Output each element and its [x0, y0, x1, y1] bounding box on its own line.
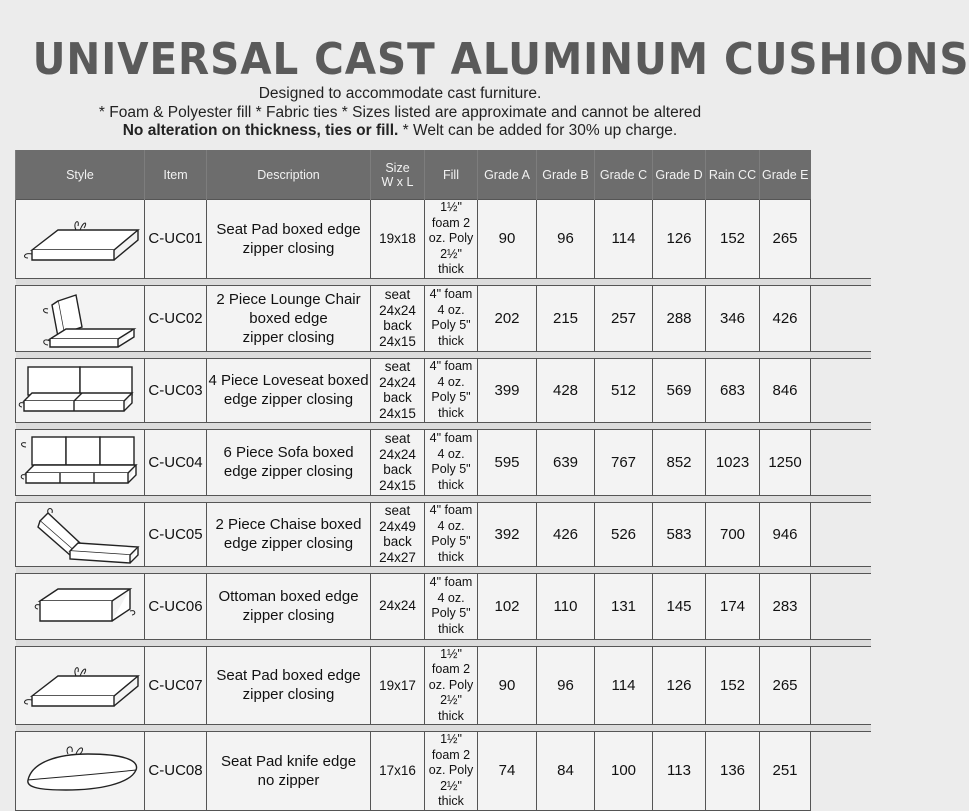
col-grade-e: Grade E — [760, 150, 811, 200]
style-cell — [16, 200, 145, 279]
size-cell — [371, 429, 425, 495]
style-cell — [16, 358, 145, 422]
sofa-cushion-icon — [18, 431, 142, 493]
description-cell — [207, 358, 371, 422]
price-grade-c: 131 — [595, 573, 653, 639]
price-grade-b: 84 — [537, 732, 595, 811]
price-grade-b: 426 — [537, 502, 595, 566]
seat-pad-boxed-icon — [18, 654, 142, 716]
col-size-line2: W x L — [381, 174, 414, 189]
row-spacer — [16, 725, 871, 732]
price-grade-a: 595 — [478, 429, 537, 495]
table-row — [16, 200, 871, 279]
fill-line: 4" foam — [429, 503, 473, 517]
price-grade-c: 114 — [595, 200, 653, 279]
description-line: zipper closing — [242, 239, 335, 257]
price-grade-a: 102 — [478, 573, 537, 639]
seat-pad-boxed-icon — [18, 208, 142, 270]
fill-line: 2½" — [440, 778, 462, 793]
row-spacer — [16, 495, 871, 502]
description-cell — [207, 502, 371, 566]
price-grade-d: 583 — [653, 502, 706, 566]
price-grade-a: 202 — [478, 285, 537, 351]
col-grade-b: Grade B — [537, 150, 595, 200]
fill-cell — [425, 200, 478, 279]
fill-line: 4 oz. — [437, 446, 465, 461]
fill-line: oz. Poly — [428, 231, 474, 245]
fill-line: thick — [438, 549, 464, 564]
page-title: UNIVERSAL CAST ALUMINUM CUSHIONS — [32, 34, 969, 85]
col-grade-d: Grade D — [653, 150, 706, 200]
fill-line: thick — [438, 333, 464, 348]
description-cell — [207, 732, 371, 811]
table-row — [16, 285, 871, 351]
fill-line: 1½" — [440, 646, 462, 661]
fill-line: 1½" — [440, 732, 462, 746]
fill-line: Poly 5" — [431, 390, 471, 404]
fill-line: Poly 5" — [431, 318, 471, 332]
size-line: 24x24 — [379, 446, 416, 462]
item-code: C-UC02 — [145, 285, 207, 351]
description-line: zipper closing — [242, 328, 335, 346]
description-line: edge zipper closing — [223, 463, 354, 480]
price-rain-cc: 136 — [706, 732, 760, 811]
fill-line: 1½" — [440, 200, 462, 214]
fill-line: Poly 5" — [431, 606, 471, 620]
table-row — [16, 646, 871, 725]
fill-line: thick — [438, 477, 464, 492]
fill-line: 2½" — [440, 693, 462, 707]
fill-line: thick — [438, 708, 464, 723]
price-grade-e: 283 — [760, 573, 811, 639]
col-size-line1: Size — [385, 160, 410, 175]
description-cell — [207, 200, 371, 279]
size-line: 24x27 — [379, 549, 416, 565]
price-grade-d: 145 — [653, 573, 706, 639]
price-rain-cc: 1023 — [706, 429, 760, 495]
fill-line: oz. Poly — [428, 763, 474, 777]
warning-bold: No alteration on thickness, ties or fill. — [122, 122, 399, 139]
price-grade-a: 399 — [478, 358, 537, 422]
style-cell — [16, 502, 145, 566]
size-line: 24x15 — [379, 405, 416, 421]
size-cell — [371, 285, 425, 351]
price-grade-d: 569 — [653, 358, 706, 422]
price-grade-b: 215 — [537, 285, 595, 351]
size-line: seat — [384, 431, 411, 446]
price-grade-d: 126 — [653, 200, 706, 279]
size-line: back — [383, 318, 412, 333]
size-line: back — [383, 390, 412, 405]
size-cell — [371, 732, 425, 811]
price-grade-b: 639 — [537, 429, 595, 495]
cushion-price-table — [15, 150, 871, 811]
item-code: C-UC08 — [145, 732, 207, 811]
col-description: Description — [207, 150, 371, 200]
row-spacer — [16, 639, 871, 646]
size-line: 24x24 — [379, 374, 416, 390]
size-cell — [371, 200, 425, 279]
seat-pad-knife-edge-icon — [18, 740, 142, 802]
price-grade-d: 113 — [653, 732, 706, 811]
price-grade-c: 526 — [595, 502, 653, 566]
style-cell — [16, 429, 145, 495]
price-grade-e: 265 — [760, 646, 811, 725]
price-grade-e: 846 — [760, 358, 811, 422]
chaise-cushion-icon — [18, 503, 142, 565]
price-grade-a: 392 — [478, 502, 537, 566]
price-grade-b: 96 — [537, 200, 595, 279]
col-fill: Fill — [425, 150, 478, 200]
description-line: 2 Piece Lounge Chair — [216, 290, 361, 308]
price-grade-e: 946 — [760, 502, 811, 566]
description-line: Ottoman boxed edge — [218, 588, 359, 605]
col-grade-c: Grade C — [595, 150, 653, 200]
fill-line: 4" foam — [429, 431, 473, 445]
lounge-chair-cushion-icon — [18, 287, 142, 349]
description-line: zipper closing — [242, 607, 335, 624]
fill-line: 4" foam — [429, 359, 473, 373]
price-grade-c: 257 — [595, 285, 653, 351]
fill-cell — [425, 358, 478, 422]
price-rain-cc: 700 — [706, 502, 760, 566]
price-rain-cc: 152 — [706, 200, 760, 279]
price-grade-e: 265 — [760, 200, 811, 279]
warning-rest: * Welt can be added for 30% up charge. — [398, 122, 678, 139]
description-line: edge zipper closing — [223, 391, 354, 408]
table-row — [16, 429, 871, 495]
size-line: seat — [384, 359, 411, 374]
style-cell — [16, 285, 145, 351]
size-line: 24x15 — [379, 477, 416, 493]
col-size — [371, 150, 425, 200]
table-header-row — [16, 150, 871, 200]
description-line: 6 Piece Sofa boxed — [223, 444, 354, 461]
item-code: C-UC04 — [145, 429, 207, 495]
price-rain-cc: 174 — [706, 573, 760, 639]
size-line: 19x18 — [379, 231, 416, 246]
style-cell — [16, 646, 145, 725]
fill-line: 4 oz. — [437, 302, 465, 317]
row-spacer — [16, 278, 871, 285]
fill-line: thick — [438, 262, 464, 276]
fill-line: 4 oz. — [437, 590, 465, 605]
col-item: Item — [145, 150, 207, 200]
price-grade-d: 852 — [653, 429, 706, 495]
price-grade-b: 428 — [537, 358, 595, 422]
description-cell — [207, 429, 371, 495]
size-line: seat — [384, 503, 411, 518]
description-line: Seat Pad boxed edge — [216, 667, 361, 685]
fill-line: thick — [438, 405, 464, 420]
fill-line: foam 2 — [431, 662, 471, 676]
size-line: back — [383, 462, 412, 477]
fill-cell — [425, 429, 478, 495]
subtitle: Designed to accommodate cast furniture. — [258, 85, 542, 102]
description-cell — [207, 285, 371, 351]
size-line: 17x16 — [379, 763, 416, 778]
style-cell — [16, 732, 145, 811]
size-cell — [371, 646, 425, 725]
description-line: 2 Piece Chaise boxed — [215, 516, 362, 533]
row-spacer — [16, 351, 871, 358]
description-line: no zipper — [257, 771, 320, 789]
price-grade-d: 126 — [653, 646, 706, 725]
description-line: Seat Pad knife edge — [220, 752, 357, 770]
table-row — [16, 358, 871, 422]
description-line: boxed edge — [249, 309, 328, 327]
description-cell — [207, 573, 371, 639]
price-grade-a: 74 — [478, 732, 537, 811]
size-line: 24x49 — [379, 518, 416, 534]
ottoman-cushion-icon — [18, 575, 142, 637]
price-rain-cc: 683 — [706, 358, 760, 422]
price-grade-e: 426 — [760, 285, 811, 351]
description-cell — [207, 646, 371, 725]
loveseat-cushion-icon — [18, 359, 142, 421]
table-row — [16, 573, 871, 639]
col-style: Style — [16, 150, 145, 200]
size-cell — [371, 358, 425, 422]
fill-line: 2½" — [440, 246, 462, 261]
size-line: 24x15 — [379, 333, 416, 349]
fill-line: Poly 5" — [431, 462, 471, 476]
price-grade-b: 96 — [537, 646, 595, 725]
price-grade-b: 110 — [537, 573, 595, 639]
size-line: 24x24 — [379, 598, 416, 614]
price-grade-d: 288 — [653, 285, 706, 351]
description-line: 4 Piece Loveseat boxed — [208, 372, 369, 389]
price-grade-c: 512 — [595, 358, 653, 422]
item-code: C-UC01 — [145, 200, 207, 279]
table-row — [16, 732, 871, 811]
fill-cell — [425, 646, 478, 725]
fill-cell — [425, 285, 478, 351]
size-line: back — [383, 534, 412, 549]
fill-cell — [425, 732, 478, 811]
fill-line: thick — [438, 621, 464, 636]
size-line: 24x24 — [379, 302, 416, 318]
style-cell — [16, 573, 145, 639]
price-grade-e: 1250 — [760, 429, 811, 495]
fill-line: 4 oz. — [437, 374, 465, 389]
price-grade-a: 90 — [478, 200, 537, 279]
description-line: edge zipper closing — [223, 535, 354, 552]
fill-line: foam 2 — [431, 747, 471, 762]
description-line: zipper closing — [242, 686, 335, 704]
warning-line — [0, 122, 813, 140]
notes-line: * Foam & Polyester fill * Fabric ties * Sizes listed are approximate and cannot be altered — [98, 104, 702, 121]
fill-cell — [425, 502, 478, 566]
size-cell — [371, 573, 425, 639]
price-grade-a: 90 — [478, 646, 537, 725]
row-spacer — [16, 422, 871, 429]
description-line: Seat Pad boxed edge — [216, 220, 361, 238]
fill-line: 4 oz. — [437, 518, 465, 533]
table-row — [16, 502, 871, 566]
fill-cell — [425, 573, 478, 639]
price-grade-e: 251 — [760, 732, 811, 811]
fill-line: Poly 5" — [431, 534, 471, 548]
price-grade-c: 100 — [595, 732, 653, 811]
row-spacer — [16, 566, 871, 573]
fill-line: oz. Poly — [428, 677, 474, 692]
price-grade-c: 767 — [595, 429, 653, 495]
col-grade-a: Grade A — [478, 150, 537, 200]
price-rain-cc: 346 — [706, 285, 760, 351]
size-line: seat — [384, 287, 411, 302]
fill-line: 4" foam — [429, 287, 473, 301]
item-code: C-UC06 — [145, 573, 207, 639]
size-line: 19x17 — [379, 677, 416, 693]
fill-line: foam 2 — [431, 215, 471, 230]
price-grade-c: 114 — [595, 646, 653, 725]
item-code: C-UC05 — [145, 502, 207, 566]
item-code: C-UC07 — [145, 646, 207, 725]
size-cell — [371, 502, 425, 566]
col-rain-cc: Rain CC — [706, 150, 760, 200]
fill-line: thick — [438, 794, 464, 808]
fill-line: 4" foam — [429, 575, 473, 589]
price-rain-cc: 152 — [706, 646, 760, 725]
item-code: C-UC03 — [145, 358, 207, 422]
